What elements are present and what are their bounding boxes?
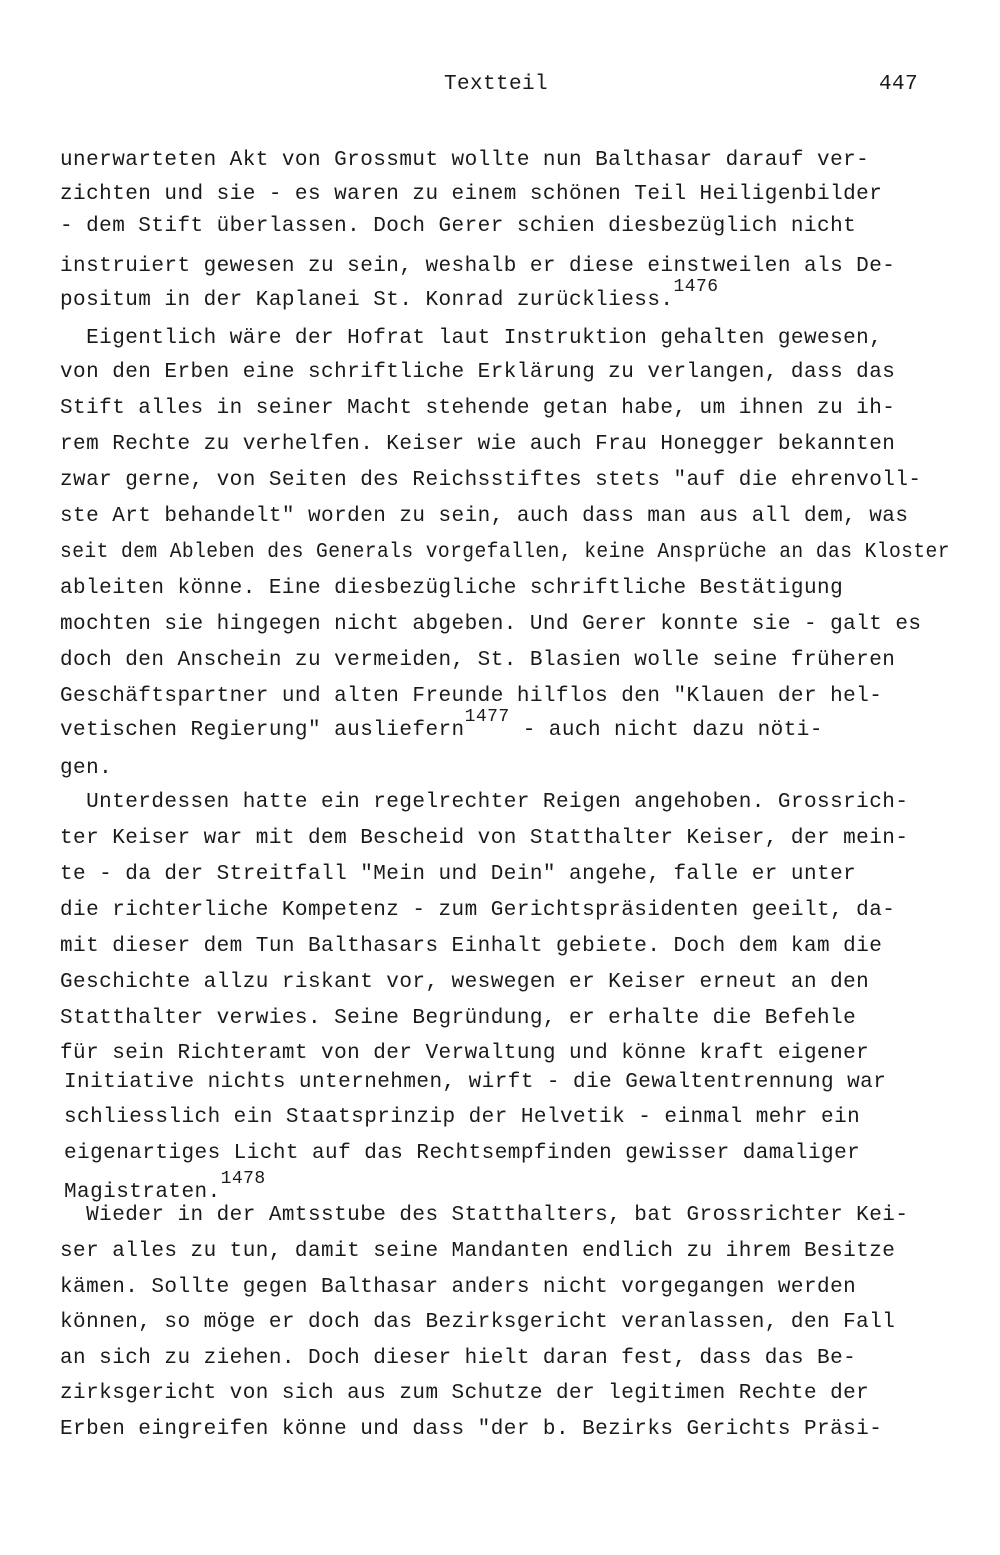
line-text-after: - auch nicht dazu nöti- [509,719,823,742]
line-text: te - da der Streitfall "Mein und Dein" angehe, falle er unter [60,863,857,886]
text-line [60,826,908,852]
text-line [60,970,869,996]
text-line [60,1275,856,1301]
line-text: - dem Stift überlassen. Doch Gerer schien diesbezüglich nicht [60,215,857,238]
footnote-ref: 1477 [464,707,510,727]
text-line [60,1041,869,1067]
line-text: Unterdessen hatte ein regelrechter Reigen angehoben. Grossrich- [60,791,909,814]
text-line [60,540,950,566]
line-text: Geschichte allzu riskant vor, weswegen er Keiser erneut an den [60,971,870,994]
line-text: positum in der Kaplanei St. Konrad zurückliess. [60,289,674,312]
text-line [60,1203,908,1229]
footnote-ref: 1476 [673,277,719,297]
text-line [60,326,882,352]
text-line [60,182,882,208]
text-line [60,1006,856,1032]
line-text: mit dieser dem Tun Balthasars Einhalt gebiete. Doch dem kam die [60,935,883,958]
line-text: eigenartiges Licht auf das Rechtsempfinden gewisser damaliger [64,1142,861,1165]
line-text: mochten sie hingegen nicht abgeben. Und Gerer konnte sie - galt es [60,613,922,636]
line-text: schliesslich ein Staatsprinzip der Helvetik - einmal mehr ein [64,1106,861,1129]
text-line [60,277,719,314]
line-text: Eigentlich wäre der Hofrat laut Instruktion gehalten gewesen, [60,327,883,350]
text-line [60,396,895,422]
line-text: Statthalter verwies. Seine Begründung, er erhalte die Befehle [60,1007,857,1030]
text-line [60,1310,895,1336]
text-line [60,1346,856,1372]
text-line [60,468,921,494]
text-line [60,148,869,174]
line-text: Initiative nichts unternehmen, wirft - die Gewaltentrennung war [64,1071,887,1094]
line-text: die richterliche Kompetenz - zum Gerichtspräsidenten geeilt, da- [60,899,896,922]
line-text: Erben eingreifen könne und dass "der b. Bezirks Gerichts Präsi- [60,1418,883,1441]
line-text: an sich zu ziehen. Doch dieser hielt daran fest, dass das Be- [60,1347,857,1370]
text-line [60,360,895,386]
line-text: instruiert gewesen zu sein, weshalb er diese einstweilen als De- [60,255,896,278]
page-header [0,73,1000,99]
line-text: Wieder in der Amtsstube des Statthalters, bat Grossrichter Kei- [60,1204,909,1227]
text-line [60,1417,882,1443]
text-line [60,576,843,602]
line-text: unerwarteten Akt von Grossmut wollte nun Balthasar darauf ver- [60,149,870,172]
line-text: zwar gerne, von Seiten des Reichsstiftes stets "auf die ehrenvoll- [60,469,922,492]
text-line [60,432,895,458]
line-text: vetischen Regierung" ausliefern [60,719,465,742]
text-line [60,1381,869,1407]
line-text: von den Erben eine schriftliche Erklärung zu verlangen, dass das [60,361,896,384]
text-line [60,254,895,280]
line-text: ser alles zu tun, damit seine Mandanten endlich zu ihrem Besitze [60,1240,896,1263]
line-text: doch den Anschein zu vermeiden, St. Blasien wolle seine früheren [60,649,896,672]
line-text: ableiten könne. Eine diesbezügliche schriftliche Bestätigung [60,577,844,600]
text-line [60,612,921,638]
text-line [60,898,895,924]
text-line [60,1239,895,1265]
line-text: zirksgericht von sich aus zum Schutze der legitimen Rechte der [60,1382,870,1405]
line-text: zichten und sie - es waren zu einem schönen Teil Heiligenbilder [60,183,883,206]
line-text: können, so möge er doch das Bezirksgericht veranlassen, den Fall [60,1311,896,1334]
line-text: Geschäftspartner und alten Freunde hilflos den "Klauen der hel- [60,685,883,708]
line-text: gen. [60,757,113,780]
line-text: kämen. Sollte gegen Balthasar anders nicht vorgegangen werden [60,1276,857,1299]
text-line [64,1070,886,1096]
text-line [60,756,112,782]
text-line [60,504,908,530]
text-line [60,648,895,674]
text-line [60,862,856,888]
line-text: ter Keiser war mit dem Bescheid von Statthalter Keiser, der mein- [60,827,909,850]
footnote-ref: 1478 [220,1169,266,1189]
line-text: ste Art behandelt" worden zu sein, auch dass man aus all dem, was [60,505,909,528]
running-title: Textteil [444,73,549,96]
line-text: für sein Richteramt von der Verwaltung und könne kraft eigener [60,1042,870,1065]
page-number: 447 [879,73,919,96]
line-text: Stift alles in seiner Macht stehende getan habe, um ihnen zu ih- [60,397,896,420]
text-line [60,790,908,816]
line-text: seit dem Ableben des Generals vorgefallen, keine Ansprüche an das Kloster [60,541,950,564]
text-line [60,934,882,960]
text-line [60,214,856,240]
line-text: rem Rechte zu verhelfen. Keiser wie auch Frau Honegger bekannten [60,433,896,456]
line-text: Magistraten. [64,1181,221,1204]
text-line [64,1141,860,1167]
text-line [64,1105,860,1131]
text-line [60,707,823,744]
